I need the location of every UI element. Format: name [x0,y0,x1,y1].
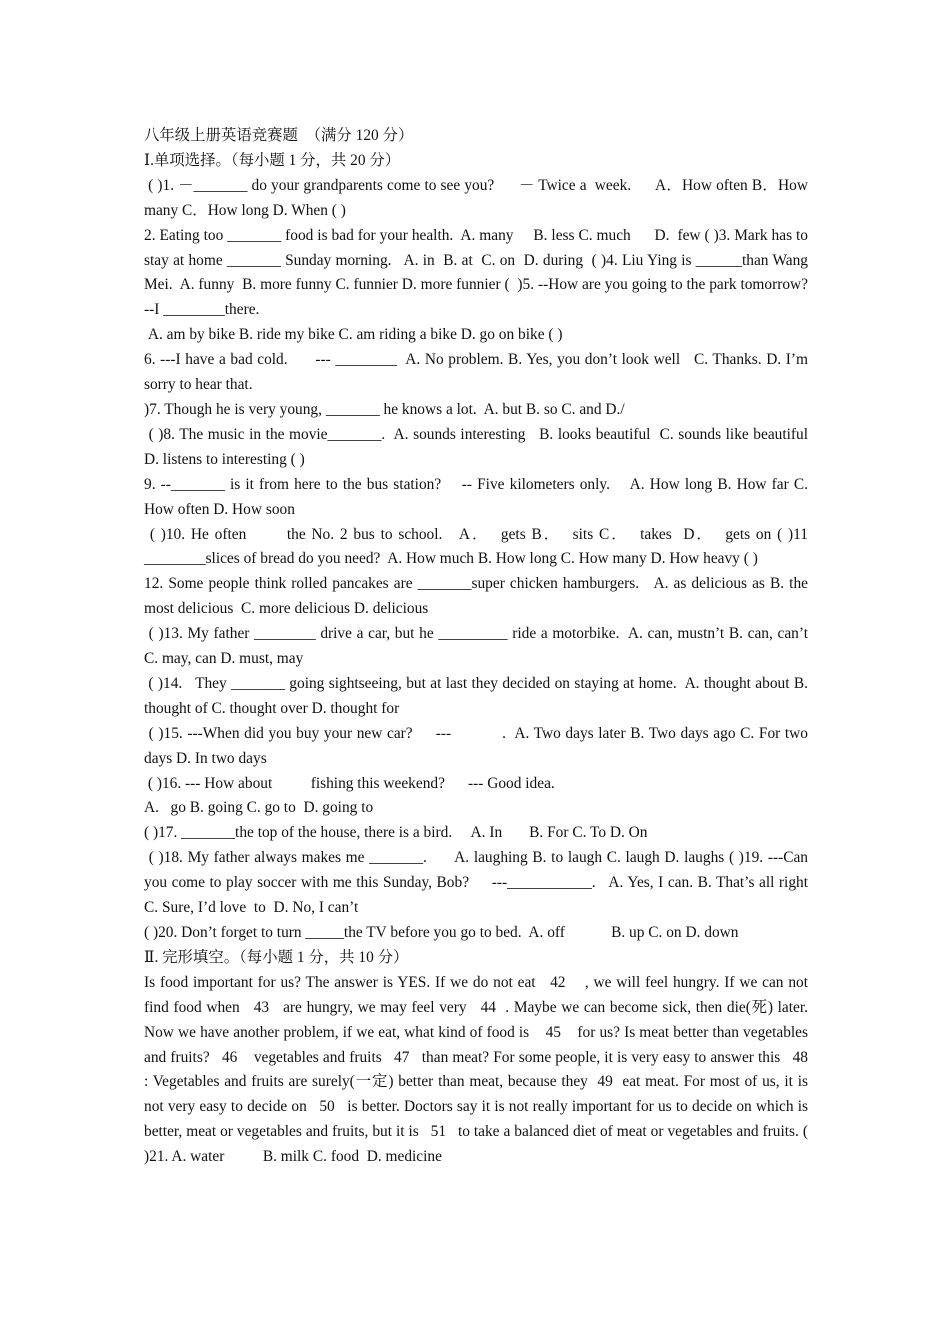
question-line: ( )13. My father ________ drive a car, but he _________ ride a motorbike. A. can, mustn’t B. can, can’t C. may, can D. must, may [144,625,812,668]
question-line: ( )20. Don’t forget to turn _____the TV before you go to bed. A. off B. up C. on D. down [144,924,739,941]
question-line: ( )10. He often the No. 2 bus to school. A． gets B． sits C． takes D． gets on ( )11 ________slices of bread do you need? A. How much B. How long C. How many D. How heavy ( ) [144,525,812,568]
section-heading: Ⅰ.单项选择。（每小题 1 分，共 20 分） [144,151,401,169]
question-line: ( )1. －_______ do your grandparents come to see you? － Twice a week. A．How often B．How many C．How long D. When ( ) [144,176,812,219]
question-line: 2. Eating too _______ food is bad for your health. A. many B. less C. much D. few ( )3. Mark has to stay at home _______ Sunday morning. A. in B. at C. on D. during ( )4. Liu Ying is ______than Wang Mei. A. funny B. more funny C. funnier D. more funnier ( )5. --How are you going to the park tomorrow? --I ________there. [144,226,820,319]
question-line: A. am by bike B. ride my bike C. am riding a bike D. go on bike ( ) [144,326,563,344]
question-line: ( )14. They _______ going sightseeing, but at last they decided on staying at home. A. thought about B. thought of C. thought over D. thought for [144,674,812,717]
section-heading: Ⅱ. 完形填空。（每小题 1 分，共 10 分） [144,948,409,966]
document-page [144,124,820,1170]
question-line: ( )18. My father always makes me _______. A. laughing B. to laugh C. laugh D. laughs ( )19. ---Can you come to play soccer with me this Sunday, Bob? ---___________. A. Yes, I can. B. That’s all right C. Sure, I’d love to D. No, I can’t [144,849,812,917]
exam-title: 八年级上册英语竞赛题 （满分 120 分） [144,127,414,144]
question-line: ( )17. _______the top of the house, there is a bird. A. In B. For C. To D. On [144,824,648,842]
cloze-passage: Is food important for us? The answer is YES. If we do not eat 42 , we will feel hungry. If we can not find food when 43 are hungry, we may feel very 44 . Maybe we can become sick, then die(死) later. Now we have another problem, if we eat, what kind of food is 45 for us? Is meat better than vegetables and fruits? 46 vegetables and fruits 47 than meat? For some people, it is very easy to answer this 48 : Vegetables and fruits are surely(一定) better than meat, because they 49 eat meat. For most of us, it is not very easy to decide on 50 is better. Doctors say it is not really important for us to decide on which is better, meat or vegetables and fruits, but it is 51 to take a balanced diet of meat or vegetables and fruits. ( )21. A. water B. milk C. food D. medicine [144,973,820,1166]
question-line: 6. ---I have a bad cold. --- ________ A. No problem. B. Yes, you don’t look well C. Thanks. D. I’m sorry to hear that. [144,351,812,394]
question-line: 9. --_______ is it from here to the bus station? -- Five kilometers only. A. How long B. How far C. How often D. How soon [144,475,812,518]
question-line: ( )15. ---When did you buy your new car? --- . A. Two days later B. Two days ago C. For two days D. In two days [144,724,812,767]
question-line: )7. Though he is very young, _______ he knows a lot. A. but B. so C. and D./ [144,400,625,418]
question-line: ( )8. The music in the movie_______. A. sounds interesting B. looks beautiful C. sounds like beautiful D. listens to interesting ( ) [144,425,812,468]
question-line: ( )16. --- How about fishing this weekend? --- Good idea. [144,774,555,792]
question-line: 12. Some people think rolled pancakes are _______super chicken hamburgers. A. as delicious as B. the most delicious C. more delicious D. delicious [144,575,812,618]
question-line: A. go B. going C. go to D. going to [144,799,374,817]
